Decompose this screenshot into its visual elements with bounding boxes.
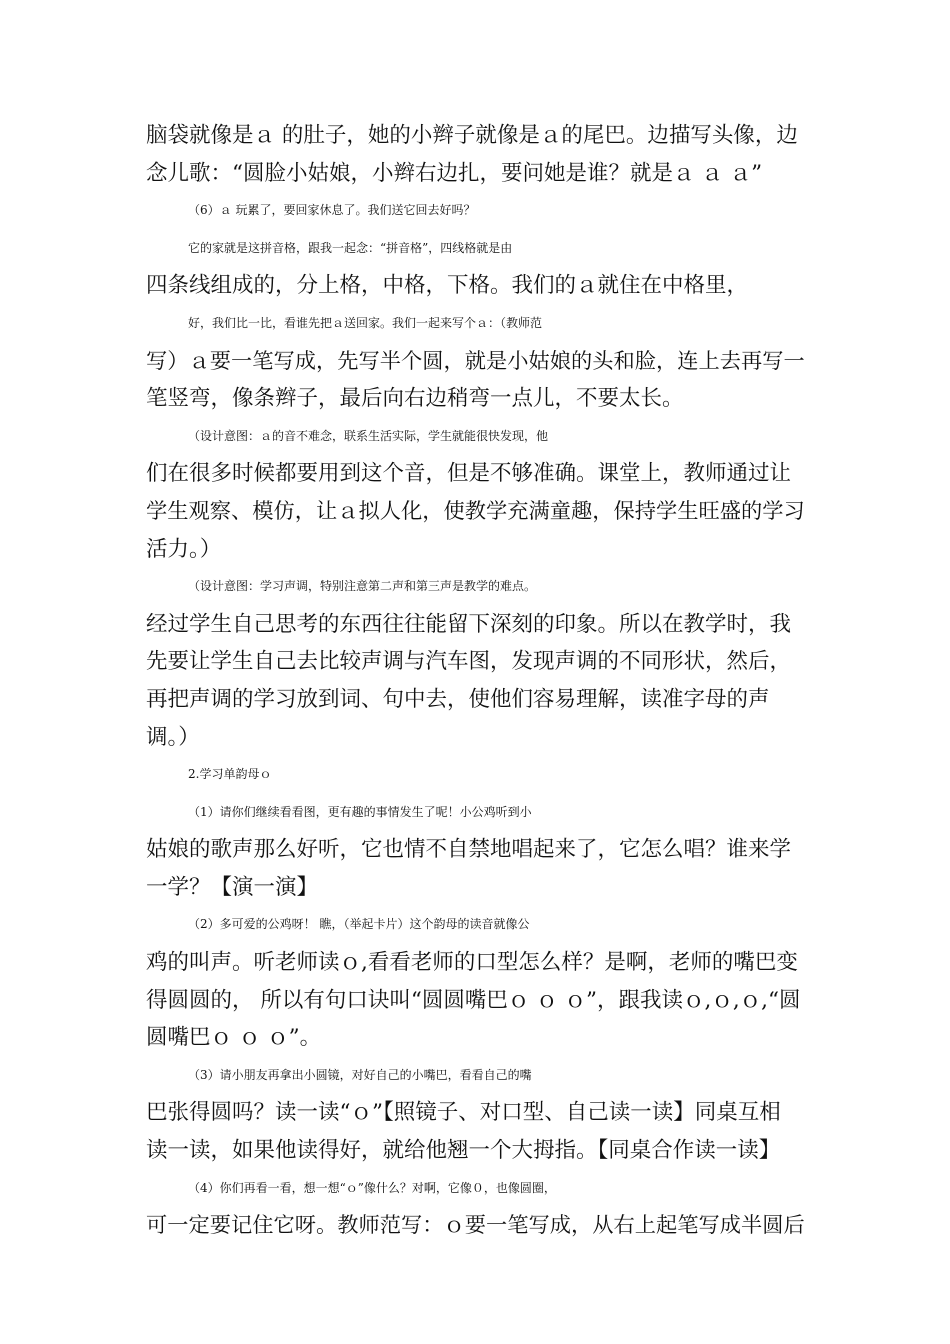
text-line: 学生观察、模仿，让ａ拟人化，使教学充满童趣，保持学生旺盛的学习 [146,498,805,524]
text-line: 一学？【演一演】 [146,874,319,900]
text-line: 调。） [146,724,200,750]
text-line: 读一读，如果他读得好，就给他翘一个大拇指。【同桌合作读一读】 [146,1138,781,1164]
text-line: （2）多可爱的公鸡呀！ 瞧，（举起卡片）这个韵母的读音就像公 [188,917,530,932]
text-line: （设计意图：学习声调，特别注意第二声和第三声是教学的难点。 [188,579,537,594]
text-line: （6）ａ 玩累了，要回家休息了。我们送它回去好吗？ [188,203,476,218]
text-line: 2.学习单韵母ｏ [188,767,272,782]
text-line: 得圆圆的， 所以有句口诀叫“圆圆嘴巴ｏ ｏ ｏ”，跟我读ｏ,ｏ,ｏ,“圆 [146,987,801,1013]
text-line: 好，我们比一比，看谁先把ａ送回家。我们一起来写个ａ：（教师范 [188,315,543,330]
text-line: 鸡的叫声。听老师读ｏ,看看老师的口型怎么样？是啊，老师的嘴巴变 [146,950,798,976]
text-line: 姑娘的歌声那么好听，它也情不自禁地唱起来了，它怎么唱？谁来学 [146,837,792,863]
text-line: 可一定要记住它呀。教师范写：ｏ要一笔写成，从右上起笔写成半圆后 [146,1213,805,1239]
text-line: （1）请你们继续看看图，更有趣的事情发生了呢！小公鸡听到小 [188,804,532,819]
text-line: 巴张得圆吗？读一读“ｏ”【照镜子、对口型、自己读一读】同桌互相 [146,1100,781,1126]
text-line: 四条线组成的，分上格，中格，下格。我们的ａ就住在中格里， [146,273,749,299]
text-line: 先要让学生自己去比较声调与汽车图，发现声调的不同形状，然后， [146,649,792,675]
text-line: 它的家就是这拼音格，跟我一起念：“拼音格”，四线格就是由 [188,240,513,255]
text-line: （4）你们再看一看，想一想“ｏ”像什么？对啊，它像０，也像圆圈， [188,1180,556,1195]
document-body [146,117,811,1245]
text-line: 圆嘴巴ｏ ｏ ｏ”。 [146,1025,322,1051]
text-line: 活力。） [146,536,222,562]
text-line: 写）ａ要一笔写成，先写半个圆，就是小姑娘的头和脸，连上去再写一 [146,348,805,374]
text-line: 经过学生自己思考的东西往往能留下深刻的印象。所以在教学时，我 [146,611,792,637]
text-line: 念儿歌：“圆脸小姑娘，小辫右边扎，要问她是谁？就是ａ ａ ａ” [146,160,763,186]
text-line: （3）请小朋友再拿出小圆镜，对好自己的小嘴巴，看看自己的嘴 [188,1067,532,1082]
text-line: 脑袋就像是ａ 的肚子，她的小辫子就像是ａ的尾巴。边描写头像，边 [146,123,798,148]
text-line: （设计意图：ａ的音不难念，联系生活实际，学生就能很快发现，他 [188,428,549,443]
text-line: 再把声调的学习放到词、句中去，使他们容易理解，读准字母的声 [146,686,770,712]
text-line: 们在很多时候都要用到这个音，但是不够准确。课堂上，教师通过让 [146,461,792,487]
text-line: 笔竖弯，像条辫子，最后向右边稍弯一点儿，不要太长。 [146,386,684,412]
